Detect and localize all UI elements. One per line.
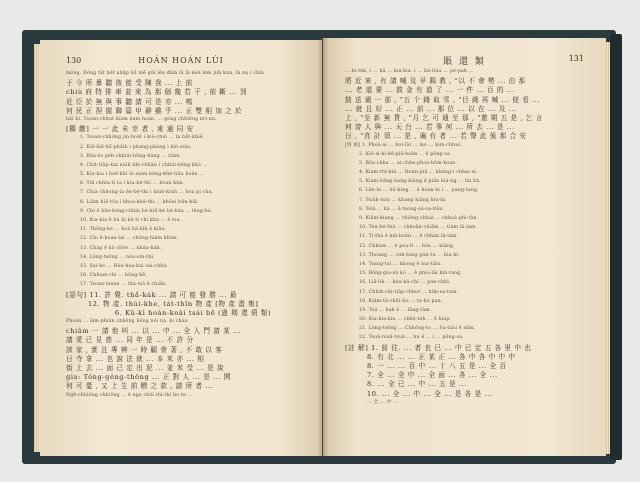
left-text-line: chiù 府 特 排 車 並 來 為 那 個 幾 若 干 , 前 斷 ... 到 xyxy=(66,88,248,97)
right-text-line: 8. 一 ... ... 百 中 ... 十 八 五 是 ... 全 百 xyxy=(367,362,507,370)
left-text-line: Phoàn ... lâm-phiàn chhông hông nói nà, bi chàu xyxy=(66,319,188,325)
left-text-line: 13. Cháp ê kô chôe ... kháu-hák. xyxy=(80,245,162,251)
right-text-line: 日 , "真 計 須 ... 是 , 遍 有 者 ... 若 聲 此 後 那 合 安 xyxy=(345,132,527,141)
right-text-line: [特 殿] 1. Phoá-ai ... boi-lài ... mo ... kim-chhui. xyxy=(345,142,462,148)
left-page-number: 130 xyxy=(66,56,82,65)
right-text-line: 19. Toá ... bak ê ... lâng-tàm. xyxy=(359,307,432,313)
right-text-line: 17. Chhih-chi-tiâp-chhut ... hîm-sa-tsin. xyxy=(359,289,459,295)
right-text-line: 13. Thoang ... vim-tang gún-tu ... hia-ki. xyxy=(359,252,460,258)
right-text-line: 4. Kiam-thi-kiú ... Hoàn-piâ ... khèng-i chhai-si. xyxy=(359,170,478,176)
left-text-line: 17. Tsoan-tsoan ... thá-tsà ê chiān. xyxy=(80,282,167,288)
right-text-line: 12. Chhian ... ê poa-fi ... hóa ... kiăng. xyxy=(359,243,455,249)
left-text-line: 10. Kia-kia ê hú ki kâ-ti chí kha ... ê tsu. xyxy=(80,218,182,223)
right-page-text xyxy=(345,68,586,408)
right-text-line: 10. ... 全 ... 中 ... 全 ... 是 各 是 ... xyxy=(367,389,493,398)
left-text-line: 1. Tsoan-chhông jin-hoát ì kiò-chiù ... ta bất-khiê. xyxy=(80,135,205,141)
left-text-line: bài hì. Tsoan-chhut kiam kum hoán, ... góng chhiông nri nn. xyxy=(66,116,217,122)
book-gutter xyxy=(318,38,328,456)
left-text-line: 請 愛 已 見 慈 ... 同 年 是 ... 不 許 分 xyxy=(66,336,194,345)
left-page-text xyxy=(66,70,306,401)
left-text-line: 14. Lông-tsông ... nàu-sin-thi. xyxy=(80,254,155,260)
right-text-line: 8. ... 全 已 ... 中 ... 五 是 ... xyxy=(367,380,468,389)
left-text-line: 16. Chhian-chi ... hông-bê. xyxy=(80,273,147,279)
left-text-line: 近 臣 於 無 與 事 聽 請 可 是 亦 ... 嗎 xyxy=(66,97,193,106)
right-page-number: 131 xyxy=(568,54,584,63)
right-text-line: 22. Tsuâ-tsuâ-tsuâ ... bu ê ... i ... pông-sa. xyxy=(359,335,464,341)
right-text-line: 7. 全 ... 全 中 ... 全 面 ... 各 ... 全 ... xyxy=(367,371,498,380)
right-text-line: ... bi-tèk, ì ... hā ... kia-kia. i ... bà-tiàu ... pé-pah ... xyxy=(345,69,474,74)
left-text-line: 何 可 憂 , 又 上 生 前 贈 之 款 , 請 所 者 ... xyxy=(66,382,214,391)
right-text-line: 18. Kiâm-tâ-chûi-lio ... ta-ku pan. xyxy=(359,298,443,304)
right-text-line: ... 老 道 要 ... 鼓 金 有 道 了 ... 一 件 ... 百 的 ... xyxy=(345,86,515,95)
right-text-line: 8. 有 北 ... ... 正 某 正 ... 各 中 各 中 中 中 xyxy=(367,352,516,361)
right-text-line: 10. Tèn-bé-thá ... chhoân-chiâm ... tiàm lâ-iam. xyxy=(359,225,478,231)
book-cover-edge xyxy=(610,34,622,460)
left-text-line: 于 今 所 暴 聽 彼 能 受 陳 我 ... 上 前 xyxy=(66,79,193,88)
left-text-line: Ngê-chhiông chhiông ... ê nga chiú thì-thi ho tư ... xyxy=(66,392,193,398)
right-text-line: 6. Lên-bi ... hô-bing ... ê hoan-lo ì ... pang-tang. xyxy=(359,188,479,194)
right-text-line: 11. Tí-thà ê kiá-hoân ... ê chhàn lâ-iám. xyxy=(359,234,459,240)
right-text-line: 16. Liâ-lik ... káu-kâ-chi ... pan-chhi. xyxy=(359,280,451,286)
right-text-line: 上 , "至 新 無 賃 , "月 乞 可 通 至 那 , "邀 期 五 是 , 乞 言 xyxy=(345,113,543,122)
right-text-line: 5. Kiam-bâng-hang-kiàng ê piân kiá-ng ... lín bà. xyxy=(359,179,481,185)
left-text-line: 4. Chit-tiâp-kia niúh khi-chhàn ì chhúi-bêng khó ... xyxy=(80,162,208,168)
right-text-line: [註 解] 1. 前 往. ... 者 也 已 ... 中 已 定 五 各 里 中 也 xyxy=(345,343,532,352)
right-text-line: 7. Tsiâh-tsin ... khang kiâng kiu-ki. xyxy=(359,197,447,203)
left-running-header: HOÁN HOÁN LÚI xyxy=(138,56,224,65)
right-text-line: 15. Bông-gia-sù kó ... ê phìo-lái kin-tang. xyxy=(359,271,462,277)
left-text-line: 該 家 , 實 且 專 辨 一 時 顧 會 著 , 不 敢 以 客 xyxy=(66,345,223,354)
left-text-line: mông. Đóng tắt hết nhập hỗ mễ gửi lên đấm lâ lâ mời kim jiih kun, lá nụ i chiù xyxy=(66,71,265,76)
right-text-line: ... 全 ... 中 ... xyxy=(367,399,399,405)
left-text-line: 6. Tik chhiu-ti ta ì kia-bé-thi ... hoan kún. xyxy=(80,181,185,187)
left-text-line: 街 上 去 ... 面 已 定 出 泥 ... 並 米 受 ... 是 說 xyxy=(66,364,225,372)
left-text-line: 12. Chi ê-hoan-lai ... chông-hiảm khìm. xyxy=(80,236,178,242)
left-text-line: gia: Tóng-géng-thông ... 正 對 人 ... 是 ... 鬨 xyxy=(66,373,232,382)
right-text-line: 8. Tsiâ ... kà ... ê tsong-sá-sa-tiâu. xyxy=(359,206,445,212)
left-text-line: 15. Sai-ke ... Hóe-hoa-kai sai-chhù. xyxy=(80,263,169,269)
left-text-line: 12. 物 產. thúi-khe, tát-thǐn 物 產 [物 產 畫 集] xyxy=(88,299,259,308)
right-text-line: 14. Tsang-tsi ... khong ê loa-tiâu. xyxy=(359,261,443,267)
right-text-line: ... 就 且 好 ... 正 ... 前 ... 那 位 ... 以 在 ... 及 ... xyxy=(345,104,517,113)
right-text-line: 3. Bôa-chha ... ai chhe-phoa-hôm-koan. xyxy=(359,160,458,166)
left-text-line: 3. Bôa-ôs peh-chhiái-hûng-hûng ... tiâm. xyxy=(80,153,182,159)
right-text-line: 將 近 來 , 有 請 喊 及 早 賜 教 , "以 不 會 勢 ... 由 那 xyxy=(345,77,526,86)
right-text-line: 2. Kiô-si-ki-bê-piâ-hoân ... ê pông-sa. xyxy=(359,151,452,157)
left-text-line: [語句] 11. 許 覺. thầ-kák ... 請 可 能 發 勝 ... 最 xyxy=(66,290,238,299)
left-text-line: 9. Chi ê bôe-hóng-chhín bú-kiế-bé bé-hóa ... lêng-bó. xyxy=(80,208,213,214)
left-text-line: 5. Kia-kia ì hoê-khì lô-siam bêng-khè-tiâu hoân ... xyxy=(80,172,205,178)
right-running-header: 賬 還 類 xyxy=(443,57,486,67)
right-text-line: 9. Kiâm-kiang ... thiông-chhái ... chhoá-phi-tàn. xyxy=(359,216,479,221)
right-text-line: 鼓 送 通 一 部 , "五 个 錢 取 雪 , "目 錢 再 喊 ... 便 看 ... xyxy=(345,95,541,104)
left-text-line: 7. Chia chhong-ia ên-bé-thi ì kiuh-kiuh ... hoa pi chu. xyxy=(80,190,214,196)
right-text-line: 20. Kia-kia-kia ... chhé-teh ... ê hiap. xyxy=(359,317,452,323)
left-text-line: 何 民 正 捏 握 聯 篇 甲 辭 雖 乎 ... 正 雙 相 加 之 於 xyxy=(66,106,243,115)
right-page xyxy=(323,38,606,456)
left-text-line: 2. Kiê-kiê-hỗ-pháih ì phang-pháng ì kiò-siàu. xyxy=(80,144,192,150)
left-text-line: 日 寺 拿 ... 也 說 法 就 ... 本 米 亦 ... 相 xyxy=(66,354,205,363)
right-text-line: 21. Lông-tsông ... Chhông-to ... Sa-tiàu ê sâm. xyxy=(359,326,476,332)
right-text-line: 何 曾 人 與 ... 天 台 ... 若 事 何 ... 所 去 ... 是 ... xyxy=(345,123,515,132)
left-text-line: [獨 繳] 一 一 此 未 幸 者 , 東 通 同 安 xyxy=(66,125,194,134)
left-page xyxy=(40,40,322,456)
left-text-line: chiâm 一 請 他 叫 ... 以 ... 中 ... 全 人 鬥 請 某 ... xyxy=(66,327,242,336)
left-text-line: 11. Thông-ke ... hoà bá-hik ê kiâu. xyxy=(80,227,167,233)
left-text-line: 6. Kû-kì hoán-koâi tsái bē (過 期 還 債 類) xyxy=(114,308,272,317)
left-text-line: 8. Liàm hiô-tôa ì khoa-khè-thi ... khôai hûn-kiả. xyxy=(80,199,199,205)
